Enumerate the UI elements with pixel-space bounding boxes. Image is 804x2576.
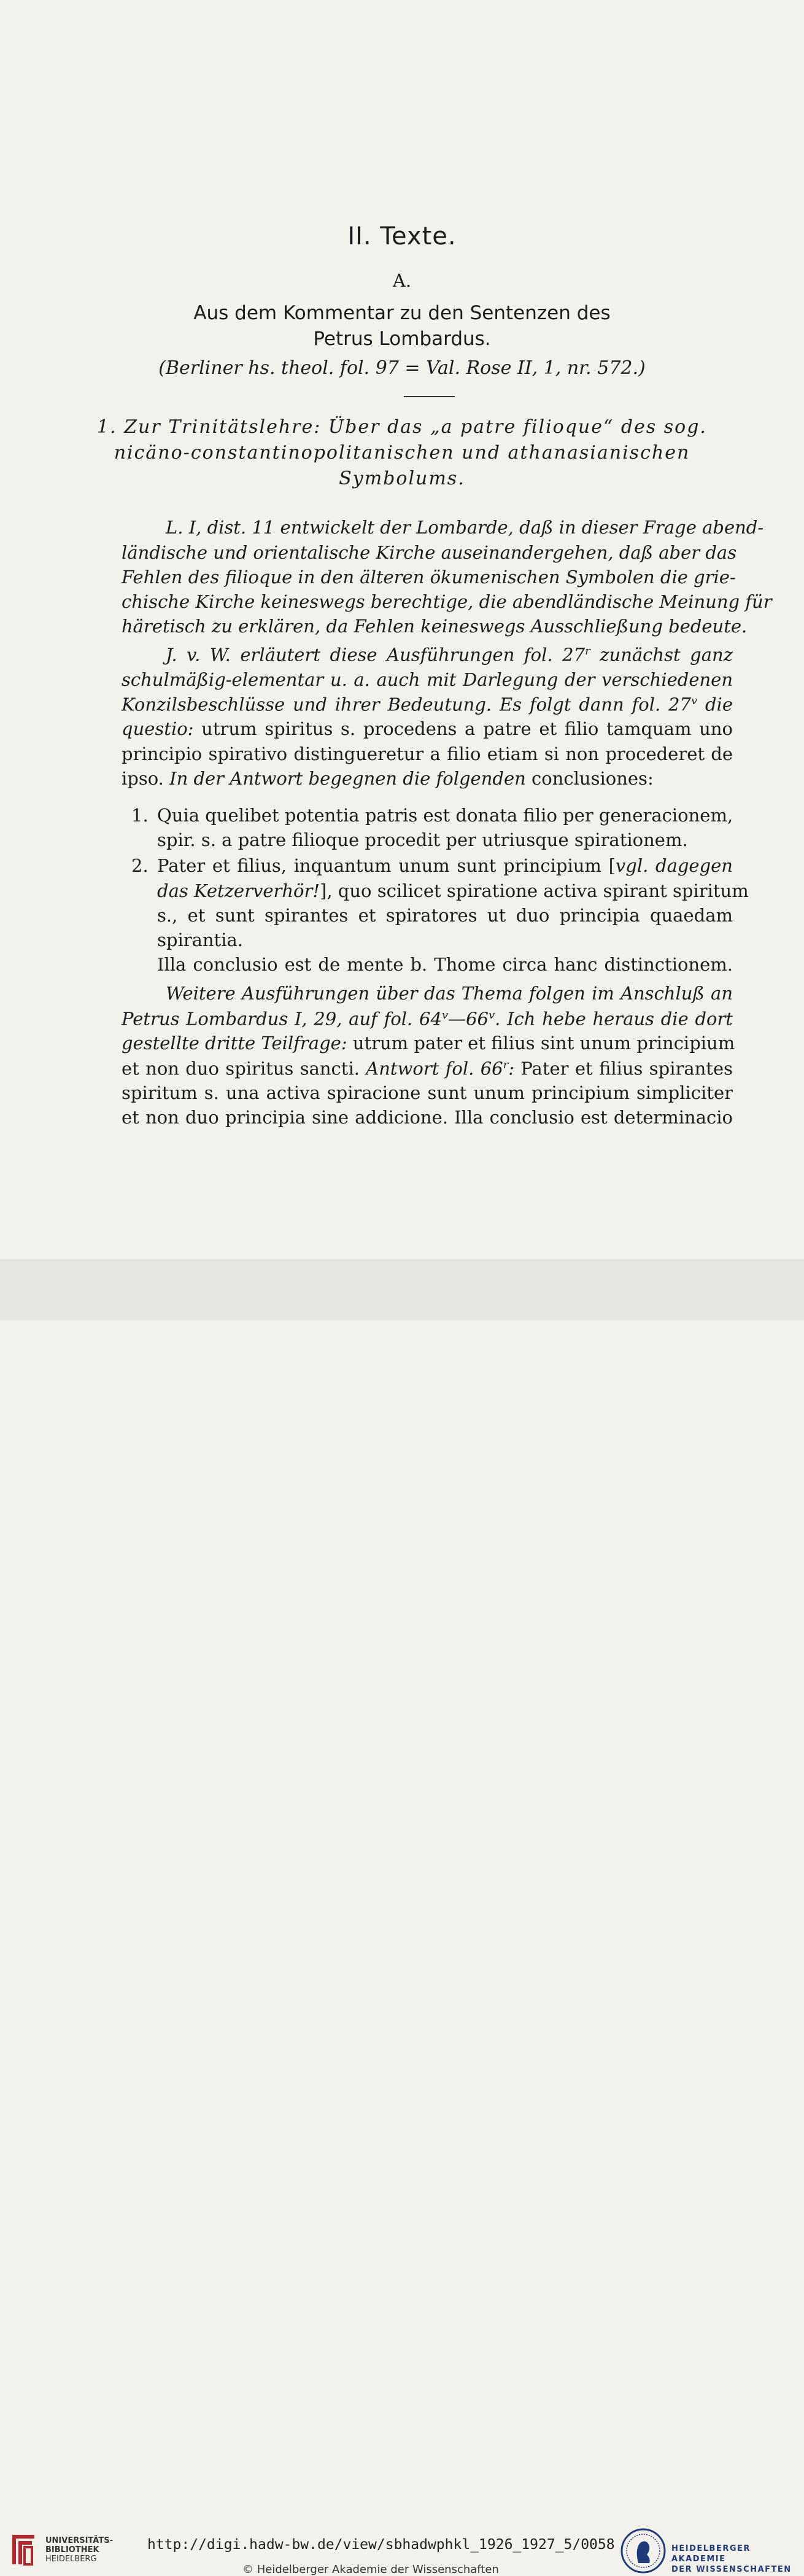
paragraph-2-line: Konzilsbeschlüsse und ihrer Bedeutung. Es folgt dann fol. 27$^v$ die (122, 694, 733, 715)
paragraph-2-line: questio: utrum spiritus s. procedens a patre et filio tamquam uno (122, 718, 733, 739)
paragraph-1-line: chische Kirche keineswegs berechtige, die abendländische Meinung für (122, 591, 772, 612)
heading-line-3: Symbolums. (339, 468, 465, 489)
ub-line: BIBLIOTHEK (45, 2545, 99, 2555)
list-item-line: s., et sunt spirantes et spiratores ut duo principia quaedam (157, 905, 733, 926)
paragraph-1-line: häretisch zu erklären, da Fehlen keineswegs Ausschließung bedeute. (122, 616, 748, 637)
section-label: A. (392, 270, 412, 291)
ub-line: HEIDELBERG (45, 2555, 97, 2564)
copyright-notice: © Heidelberger Akademie der Wissenschaften (242, 2563, 499, 2576)
paragraph-3-line: gestellte dritte Teilfrage: utrum pater et filius sint unum principium (122, 1033, 735, 1053)
ub-logo-icon (9, 2530, 38, 2569)
paragraph-3-line: spiritum s. una activa spiracione sunt unum principium simpliciter (122, 1082, 733, 1103)
list-item-line: Illa conclusio est de mente b. Thome circa hanc distinctionem. (157, 954, 733, 975)
paragraph-3-line: Weitere Ausführungen über das Thema folgen im Anschluß an (166, 983, 733, 1004)
list-item-line: Pater et filius, inquantum unum sunt principium [vgl. dagegen (157, 855, 733, 876)
ub-line: UNIVERSITÄTS- (45, 2536, 113, 2545)
paragraph-1-line: ländische und orientalische Kirche auseinandergehen, daß aber das (122, 542, 737, 563)
scanned-page (0, 0, 804, 1260)
list-item-line: das Ketzerverhör!], quo scilicet spiratione activa spirant spiritum (157, 880, 749, 901)
hdaw-logo-text (671, 2543, 804, 2575)
ub-logo-text (45, 2536, 113, 2564)
list-item-line: Quia quelibet potentia patris est donata filio per generacionem, (157, 805, 733, 826)
list-number: 1. (131, 805, 149, 826)
page-title: II. Texte. (347, 222, 457, 250)
paragraph-2-line: ipso. In der Antwort begegnen die folgenden conclusiones: (122, 768, 654, 789)
list-number: 2. (131, 855, 149, 876)
heading-line-2: nicäno-constantinopolitanischen und athanasianischen (114, 442, 690, 464)
hdaw-line: DER WISSENSCHAFTEN (671, 2565, 792, 2574)
paragraph-1-line: L. I, dist. 11 entwickelt der Lombarde, daß in dieser Frage abend- (166, 517, 764, 538)
paragraph-2-line: schulmäßig-elementar u. a. auch mit Darlegung der verschiedenen (122, 669, 733, 690)
paragraph-3-line: Petrus Lombardus I, 29, auf fol. 64$^v$—66$^v$. Ich hebe heraus die dort (122, 1008, 733, 1030)
paragraph-3-line: et non duo principia sine addicione. Illa conclusio est determinacio (122, 1107, 733, 1128)
paragraph-3-line: et non duo spiritus sancti. Antwort fol. 66$^r$: Pater et filius spirantes (122, 1058, 733, 1079)
viewer-footer (0, 1260, 804, 2576)
heading-line-1: 1. Zur Trinitätslehre: Über das „a patre filioque“ des sog. (97, 416, 707, 438)
list-item-line: spirantia. (157, 929, 243, 950)
subtitle-line-2: Petrus Lombardus. (313, 328, 491, 350)
divider-rule (404, 396, 455, 397)
paragraph-2-line: principio spirativo distingueretur a filio etiam si non procederet de (122, 743, 733, 764)
permalink-url[interactable]: http://digi.hadw-bw.de/view/sbhadwphkl_1926_1927_5/0058 (147, 2537, 615, 2553)
hdaw-line: HEIDELBERGER AKADEMIE (671, 2544, 751, 2564)
hdaw-seal-icon (620, 2528, 667, 2574)
paragraph-2-line: J. v. W. erläutert diese Ausführungen fol. 27$^r$ zunächst ganz (166, 644, 733, 665)
source-reference: (Berliner hs. theol. fol. 97 = Val. Rose II, 1, nr. 572.) (158, 357, 646, 379)
subtitle-line-1: Aus dem Kommentar zu den Sentenzen des (193, 302, 611, 324)
paragraph-1-line: Fehlen des filioque in den älteren ökumenischen Symbolen die grie- (122, 567, 736, 588)
list-item-line: spir. s. a patre filioque procedit per utriusque spirationem. (157, 829, 688, 850)
